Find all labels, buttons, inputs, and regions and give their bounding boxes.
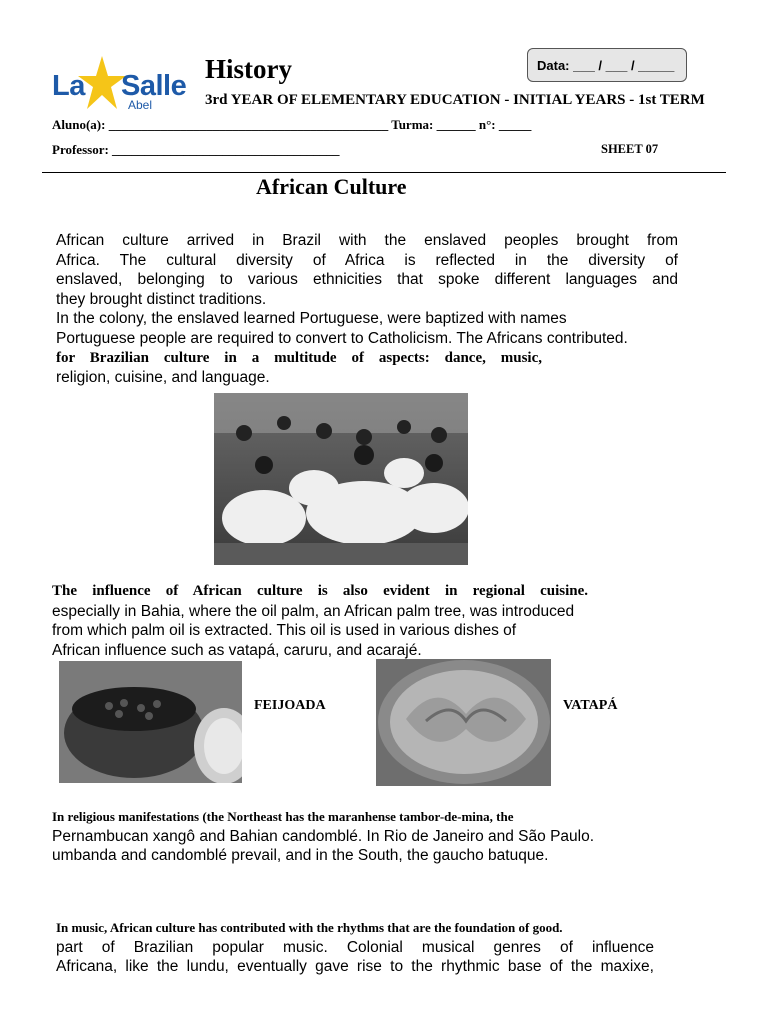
header-divider	[42, 172, 726, 173]
religion-line: Pernambucan xangô and Bahian candomblé. In Rio de Janeiro and São Paulo.	[52, 827, 595, 845]
student-line[interactable]: Aluno(a): ___________________________________________ Turma: ______ n°: _____	[52, 117, 532, 132]
music-paragraph	[56, 918, 654, 977]
logo-salle: Salle	[121, 70, 187, 102]
vatapa-label: VATAPÁ	[563, 698, 618, 713]
music-bold-line: In music, African culture has contributed with the rhythms that are the foundation of good.	[56, 920, 563, 935]
intro-bold-line: for Brazilian culture in a multitude of aspects: dance, music,	[56, 349, 542, 366]
sheet-number: SHEET 07	[601, 142, 659, 156]
colony-line: Portuguese people are required to convert to Catholicism. The Africans contributed.	[56, 329, 628, 347]
intro-line: they brought distinct traditions.	[56, 290, 267, 308]
feijoada-label: FEIJOADA	[254, 698, 326, 713]
logo-la: La	[52, 70, 85, 102]
date-field-label: Data: ___ / ___ / _____	[537, 58, 675, 73]
music-line: Africana, like the lundu, eventually gave rise to the rhythmic base of the maxixe,	[56, 958, 654, 976]
cuisine-line: especially in Bahia, where the oil palm, an African palm tree, was introduced	[52, 602, 575, 620]
music-line: part of Brazilian popular music. Colonial musical genres of influence	[56, 938, 654, 956]
la-salle-logo	[52, 54, 194, 112]
religion-paragraph	[52, 807, 692, 866]
cuisine-bold-line: The influence of African culture is also evident in regional cuisine.	[52, 583, 588, 599]
intro-paragraph	[56, 231, 678, 388]
intro-last-line: religion, cuisine, and language.	[56, 369, 270, 387]
intro-line: African culture arrived in Brazil with the enslaved peoples brought from	[56, 232, 678, 249]
cuisine-paragraph	[52, 582, 652, 660]
date-field[interactable]	[527, 48, 687, 82]
intro-line: enslaved, belonging to various ethnicities that spoke different languages and	[56, 271, 678, 289]
colony-line: In the colony, the enslaved learned Portuguese, were baptized with names	[56, 310, 567, 328]
religion-line: umbanda and candomblé prevail, and in the South, the gaucho batuque.	[52, 847, 549, 865]
intro-line: Africa. The cultural diversity of Africa is reflected in the diversity of	[56, 251, 678, 269]
section-title: African Culture	[256, 174, 407, 199]
vatapa-photo	[376, 659, 551, 786]
teacher-line[interactable]: Professor: ___________________________________	[52, 142, 340, 157]
logo-abel: Abel	[128, 98, 153, 112]
feijoada-photo	[59, 661, 242, 783]
dance-photo	[214, 393, 468, 565]
cuisine-line: from which palm oil is extracted. This oil is used in various dishes of	[52, 622, 517, 640]
cuisine-line: African influence such as vatapá, caruru, and acarajé.	[52, 641, 422, 659]
religion-bold-line: In religious manifestations (the Northeast has the maranhense tambor-de-mina, the	[52, 809, 514, 824]
subject-title: History	[205, 54, 292, 84]
grade-subtitle: 3rd YEAR OF ELEMENTARY EDUCATION - INITIAL YEARS - 1st TERM	[205, 92, 705, 108]
